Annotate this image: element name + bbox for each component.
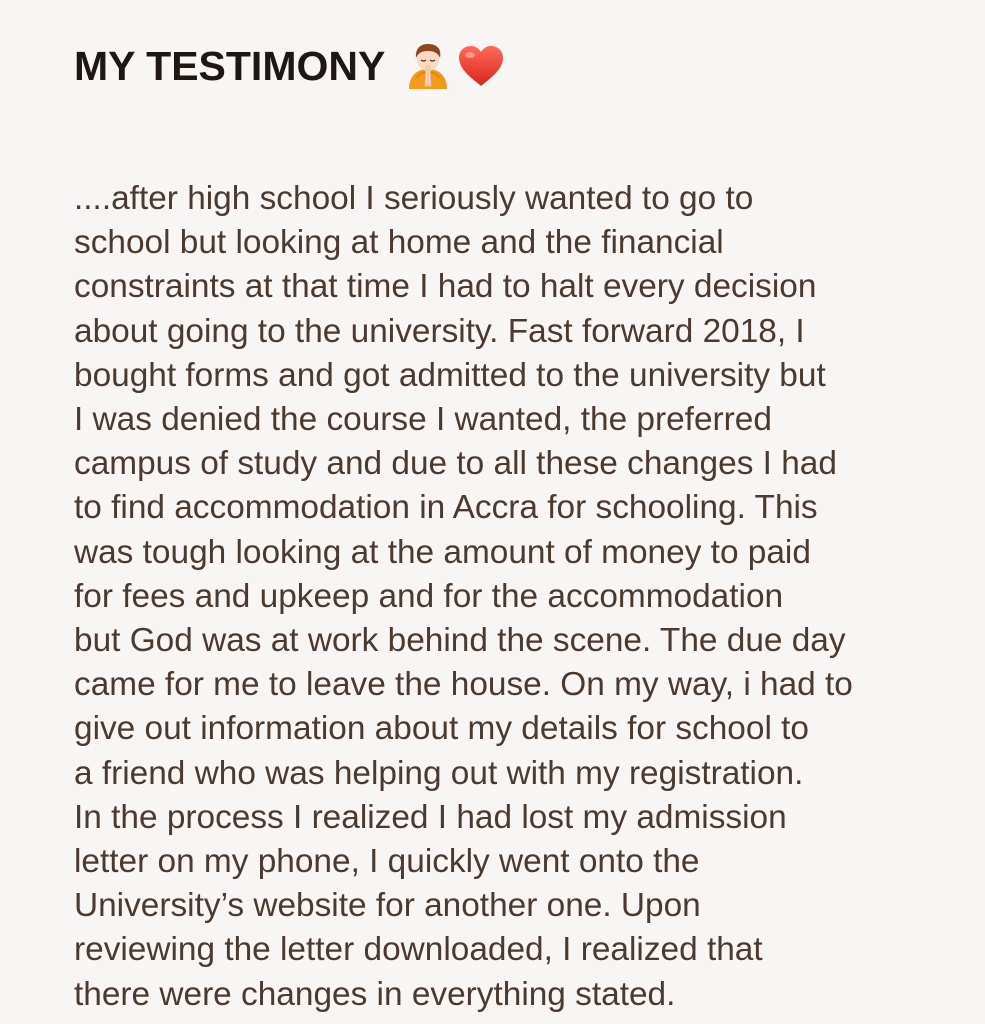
- note-title: MY TESTIMONY: [74, 42, 386, 89]
- title-emojis: [403, 42, 505, 90]
- person-praying-icon: [403, 42, 453, 90]
- red-heart-icon: [457, 44, 505, 88]
- title-row: [74, 34, 945, 98]
- testimony-body: ....after high school I seriously wanted to go to school but looking at home and the financial constraints at that time I had to halt every decision about going to the university. Fast forward 2018, I bought forms and got admitted to the university but I was denied the course I wanted, the preferred campus of study and due to all these changes I had to find accommodation in Accra for schooling. This was tough looking at the amount of money to paid for fees and upkeep and for the accommodation but God was at work behind the scene. The due day came for me to leave the house. On my way, i had to give out information about my details for school to a friend who was helping out with my registration. In the process I realized I had lost my admission letter on my phone, I quickly went onto the University’s website for another one. Upon reviewing the letter downloaded, I realized that there were changes in everything stated.: [74, 180, 853, 1013]
